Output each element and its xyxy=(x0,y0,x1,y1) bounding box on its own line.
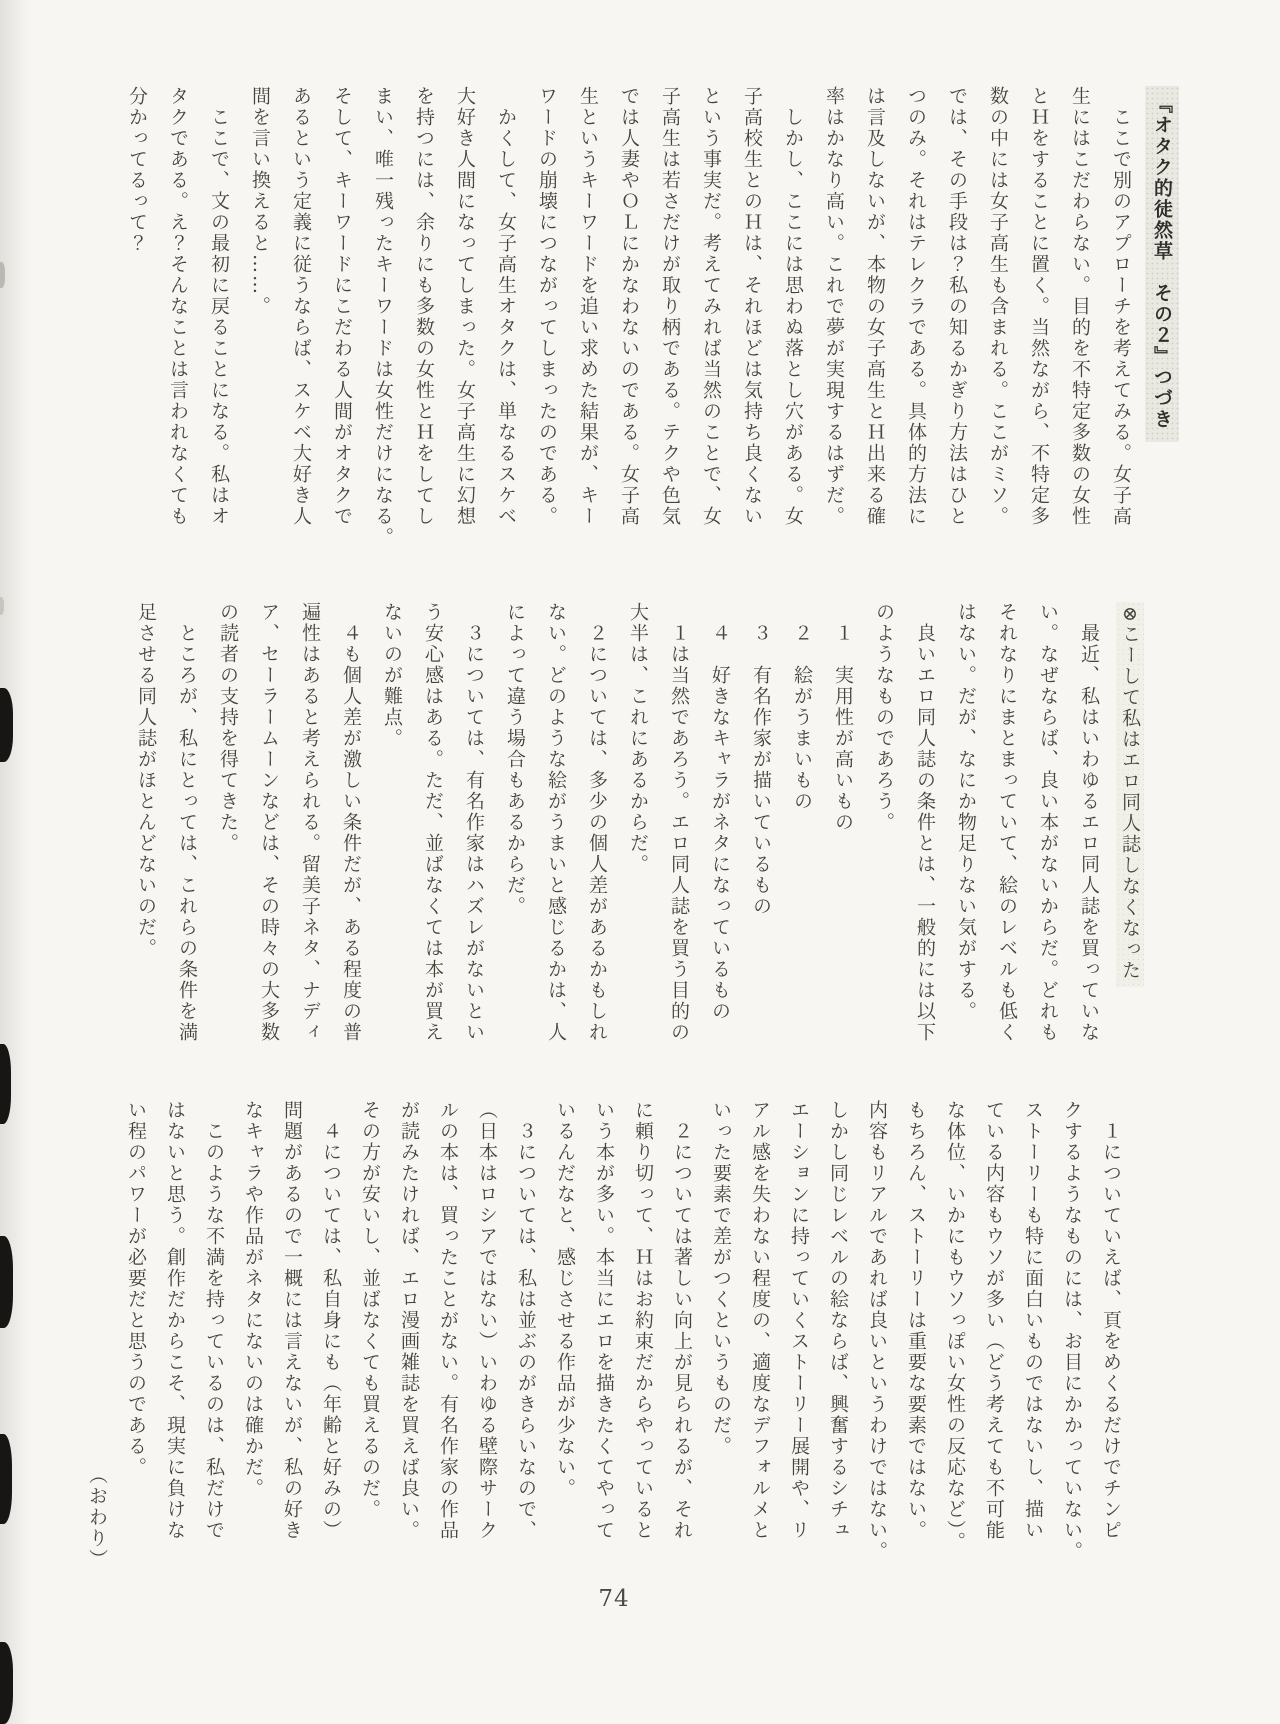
article-title: 『オタク的徒然草 その２』つづき xyxy=(1145,86,1179,442)
text-column: う安心感はある。ただ、並ばなくては本が買え xyxy=(422,602,444,1043)
text-column: に頼り切って、Ｈはお約束だからやっていると xyxy=(632,1100,654,1541)
text-column: 良いエロ同人誌の条件とは、一般的には以下 xyxy=(914,602,936,1043)
text-column: はないと思う。創作だからこそ、現実に負けな xyxy=(164,1100,186,1541)
text-column: かくして、女子高生オタクは、単なるスケベ xyxy=(495,86,517,527)
text-column: ２については著しい向上が見られるが、それ xyxy=(671,1100,693,1541)
article-band-top xyxy=(116,86,1182,556)
page-number: 74 xyxy=(598,1586,630,1612)
text-column: ４も個人差が激しい条件だが、ある程度の普 xyxy=(340,602,362,1043)
text-column: では、その手段は？私の知るかぎり方法はひと xyxy=(946,86,968,527)
scan-artifact-blob xyxy=(0,1642,13,1724)
text-column: の読者の支持を得てきた。 xyxy=(217,602,239,854)
text-column: ところが、私にとっては、これらの条件を満 xyxy=(176,602,198,1043)
article-band-middle xyxy=(125,602,1150,1072)
text-column: ２については、多少の個人差があるかもしれ xyxy=(586,602,608,1043)
text-column: いった要素で差がつくというものだ。 xyxy=(710,1100,732,1457)
text-column: その方が安いし、並ばなくても買えるのだ。 xyxy=(359,1100,381,1520)
text-column: 内容もリアルであれば良いというわけではない。 xyxy=(866,1100,888,1562)
text-column: 問題があるので一概には言えないが、私の好き xyxy=(281,1100,303,1541)
text-column: もちろん、ストーリーは重要な要素ではない。 xyxy=(905,1100,927,1541)
text-column: い。なぜならば、良い本がないからだ。どれも xyxy=(1037,602,1059,1043)
text-column: ４ 好きなキャラがネタになっているもの xyxy=(709,602,731,1022)
text-column: しかし、ここには思わぬ落とし穴がある。女 xyxy=(782,86,804,527)
text-column: なキャラや作品がネタにないのは確かだ。 xyxy=(242,1100,264,1499)
text-column: は言及しないが、本物の女子高生とＨ出来る確 xyxy=(864,86,886,527)
text-column: あるという定義に従うならば、スケベ大好き人 xyxy=(290,86,312,527)
text-column: ストーリーも特に面白いものではないし、描い xyxy=(1022,1100,1044,1541)
text-column: はない。だが、なにか物足りない気がする。 xyxy=(955,602,977,1022)
text-column: ここで、文の最初に戻ることになる。私はオ xyxy=(208,86,230,527)
text-column: ここで別のアプローチを考えてみる。女子高 xyxy=(1110,86,1132,527)
scan-artifact-blob xyxy=(0,1236,13,1328)
scan-artifact-blob xyxy=(0,1434,12,1524)
text-column: （日本はロシアではない）いわゆる壁際サーク xyxy=(476,1100,498,1541)
text-column: いう本が多い。本当にエロを描きたくてやって xyxy=(593,1100,615,1541)
scan-artifact-blob xyxy=(0,262,5,288)
text-column: によって違う場合もあるからだ。 xyxy=(504,602,526,917)
text-column: ４については、私自身にも（年齢と好みの） xyxy=(320,1100,342,1541)
text-column: アル感を失わない程度の、適度なデフォルメと xyxy=(749,1100,771,1541)
text-column: では人妻やＯＬにかなわないのである。女子高 xyxy=(618,86,640,527)
text-column: 分かってるって？ xyxy=(126,86,148,254)
text-column: まい、唯一残ったキーワードは女性だけになる。 xyxy=(372,86,394,548)
text-column: い程のパワーが必要だと思うのである。 xyxy=(125,1100,147,1478)
text-column: が読みたければ、エロ漫画雑誌を買えば良い。 xyxy=(398,1100,420,1541)
text-column: ア、セーラームーンなどは、その時々の大多数 xyxy=(258,602,280,1043)
text-column: 足させる同人誌がほとんどないのだ。 xyxy=(135,602,157,959)
text-column: 大好き人間になってしまった。女子高生に幻想 xyxy=(454,86,476,527)
text-column: ３ 有名作家が描いているもの xyxy=(750,602,772,917)
text-column-title xyxy=(1141,86,1182,556)
text-column-heading xyxy=(1109,602,1150,1072)
text-column: このような不満を持っているのは、私だけで xyxy=(203,1100,225,1541)
text-column: クするようなものには、お目にかかっていない。 xyxy=(1061,1100,1083,1562)
text-column: ている内容もウソが多い（どう考えても不可能 xyxy=(983,1100,1005,1541)
text-column-end: （おわり） xyxy=(86,1465,108,1570)
text-column: ないのが難点。 xyxy=(381,602,403,749)
scan-artifact-blob xyxy=(0,688,13,762)
text-column: いるんだなと、感じさせる作品が少ない。 xyxy=(554,1100,576,1499)
text-column: ３については、有名作家はハズレがないとい xyxy=(463,602,485,1043)
text-column: ない。どのような絵がうまいと感じるかは、人 xyxy=(545,602,567,1043)
section-heading: ⊗こーして私はエロ同人誌しなくなった xyxy=(1116,602,1144,987)
text-column: エーションに持っていくストーリー展開や、リ xyxy=(788,1100,810,1541)
text-column: 子高校生とのＨは、それほどは気持ち良くない xyxy=(741,86,763,527)
text-column: 生というキーワードを追い求めた結果が、キー xyxy=(577,86,599,527)
text-column: を持つには、余りにも多数の女性とＨをしてし xyxy=(413,86,435,527)
text-column: しかし同じレベルの絵ならば、興奮するシチュ xyxy=(827,1100,849,1541)
text-column: 生にはこだわらない。目的を不特定多数の女性 xyxy=(1069,86,1091,527)
text-column: ２ 絵がうまいもの xyxy=(791,602,813,812)
text-column: １ 実用性が高いもの xyxy=(832,602,854,833)
text-column: つのみ。それはテレクラである。具体的方法に xyxy=(905,86,927,527)
text-column: １についていえば、頁をめくるだけでチンピ xyxy=(1100,1100,1122,1541)
text-column: 大半は、これにあるからだ。 xyxy=(627,602,649,875)
text-column: のようなものであろう。 xyxy=(873,602,895,833)
text-column: 数の中には女子高生も含まれる。ここがミソ。 xyxy=(987,86,1009,527)
text-column: タクである。え？そんなことは言われなくても xyxy=(167,86,189,527)
text-column: とＨをすることに置く。当然ながら、不特定多 xyxy=(1028,86,1050,527)
scan-artifact-blob xyxy=(0,1044,11,1124)
text-column: という事実だ。考えてみれば当然のことで、女 xyxy=(700,86,722,527)
text-column: 間を言い換えると……。 xyxy=(249,86,271,317)
text-column: それなりにまとまっていて、絵のレベルも低く xyxy=(996,602,1018,1043)
scan-artifact-blob xyxy=(0,597,4,615)
text-column: 最近、私はいわゆるエロ同人誌を買っていな xyxy=(1078,602,1100,1043)
text-column: ３については、私は並ぶのがきらいなので、 xyxy=(515,1100,537,1541)
text-column: ワードの崩壊につながってしまったのである。 xyxy=(536,86,558,527)
text-column: 率はかなり高い。これで夢が実現するはずだ。 xyxy=(823,86,845,527)
text-column: そして、キーワードにこだわる人間がオタクで xyxy=(331,86,353,527)
text-column: 遍性はあると考えられる。留美子ネタ、ナディ xyxy=(299,602,321,1043)
text-column: １は当然であろう。エロ同人誌を買う目的の xyxy=(668,602,690,1043)
article-band-bottom xyxy=(77,1100,1130,1570)
text-column: な体位、いかにもウソっぽい女性の反応など）。 xyxy=(944,1100,966,1553)
text-column: 子高生は若さだけが取り柄である。テクや色気 xyxy=(659,86,681,527)
text-column: ルの本は、買ったことがない。有名作家の作品 xyxy=(437,1100,459,1541)
